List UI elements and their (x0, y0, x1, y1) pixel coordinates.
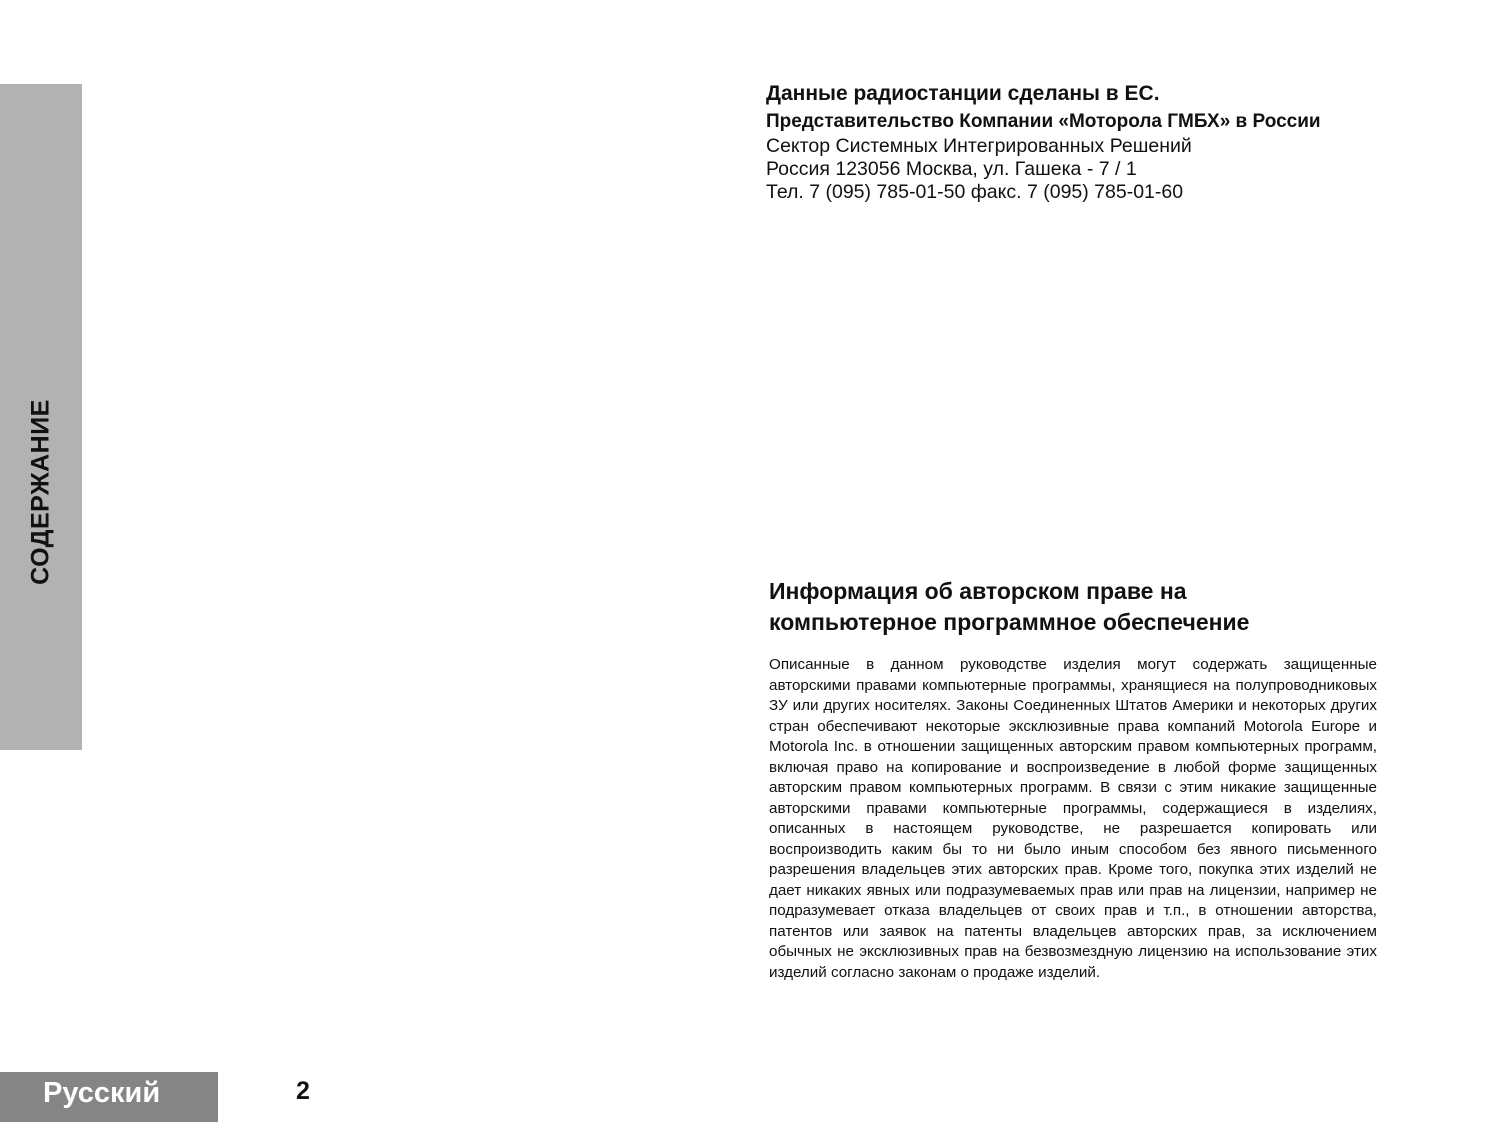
manufacturer-address-block (766, 80, 1406, 204)
copyright-body-text: Описанные в данном руководстве изделия могут содержать защищенные авторскими правами компьютерные программы, хранящиеся на полупроводниковых ЗУ или других носителях. Законы Соединенных Штатов Америки и некоторых других стран обеспечивают некоторые эксклюзивные права компаний Motorola Europe и Motorola Inc. в отношении защищенных авторским правом компьютерных программ, включая право на копирование и воспроизведение в любой форме защищенных авторским правом компьютерных программ. В связи с этим никакие защищенные авторскими правами компьютерные программы, содержащиеся в изделиях, описанных в настоящем руководстве, не разрешается копировать или воспроизводить каким бы то ни было иным способом без явного письменного разрешения владельцев этих авторских прав. Кроме того, покупка этих изделий не дает никаких явных или подразумеваемых прав или прав на лицензии, например не подразумевает отказа владельцев от своих прав и т.п., в отношении авторства, патентов или заявок на патенты владельцев авторских прав, за исключением обычных не эксклюзивных прав на безвозмездную лицензию на использование этих изделий согласно законам о продаже изделий. (769, 656, 1377, 981)
copyright-heading (769, 576, 1377, 638)
contents-side-tab[interactable] (0, 84, 82, 750)
side-tab-label: СОДЕРЖАНИЕ (26, 399, 55, 585)
contact-phones-line: Тел. 7 (095) 785-01-50 факс. 7 (095) 785-01-60 (766, 181, 1184, 203)
copyright-section (769, 576, 1377, 983)
office-name-line: Представительство Компании «Моторола ГМБХ» в России (766, 111, 1321, 132)
copyright-heading-line1: Информация об авторском праве на (769, 578, 1187, 604)
language-tab (0, 1072, 218, 1122)
street-address-line: Россия 123056 Москва, ул. Гашека - 7 / 1 (766, 158, 1137, 180)
copyright-heading-line2: компьютерное программное обеспечение (769, 609, 1250, 635)
page-number: 2 (296, 1077, 310, 1105)
department-line: Сектор Системных Интегрированных Решений (766, 135, 1192, 157)
made-in-eu-line: Данные радиостанции сделаны в ЕС. (766, 82, 1160, 105)
language-label: Русский (43, 1077, 161, 1109)
